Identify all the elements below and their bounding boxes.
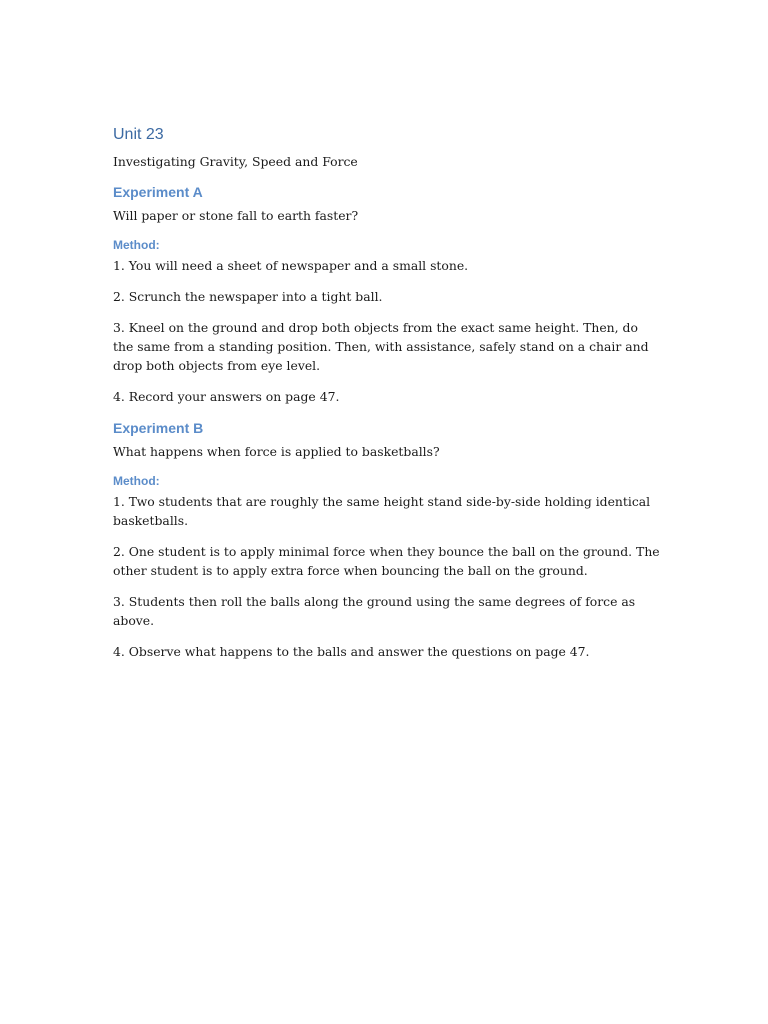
experiment-b-step-3: 3. Students then roll the balls along the ground using the same degrees of force as above. (113, 594, 636, 628)
experiment-a-heading: Experiment A (113, 184, 203, 200)
experiment-a-step-3: 3. Kneel on the ground and drop both objects from the exact same height. Then, do the same from a standing position. Then, with assistance, safely stand on a chair and drop both objects from eye level. (113, 320, 649, 373)
experiment-a-step-2: 2. Scrunch the newspaper into a tight ball. (113, 289, 383, 304)
experiment-a-question: Will paper or stone fall to earth faster? (113, 208, 359, 223)
document-page (113, 124, 661, 673)
experiment-a-method-label: Method: (113, 238, 160, 252)
experiment-b-step-4: 4. Observe what happens to the balls and answer the questions on page 47. (113, 644, 590, 659)
experiment-a-section (113, 182, 661, 406)
experiment-b-section (113, 418, 661, 661)
experiment-a-step-4: 4. Record your answers on page 47. (113, 389, 340, 404)
experiment-b-step-2: 2. One student is to apply minimal force when they bounce the ball on the ground. The other student is to apply extra force when bouncing the ball on the ground. (113, 544, 660, 578)
experiment-b-method-label: Method: (113, 474, 160, 488)
experiment-b-question: What happens when force is applied to basketballs? (113, 444, 440, 459)
experiment-a-step-1: 1. You will need a sheet of newspaper and a small stone. (113, 258, 469, 273)
unit-title: Unit 23 (113, 126, 164, 143)
unit-subtitle: Investigating Gravity, Speed and Force (113, 154, 358, 169)
experiment-b-heading: Experiment B (113, 420, 204, 436)
experiment-b-step-1: 1. Two students that are roughly the same height stand side-by-side holding identical basketballs. (113, 494, 651, 528)
